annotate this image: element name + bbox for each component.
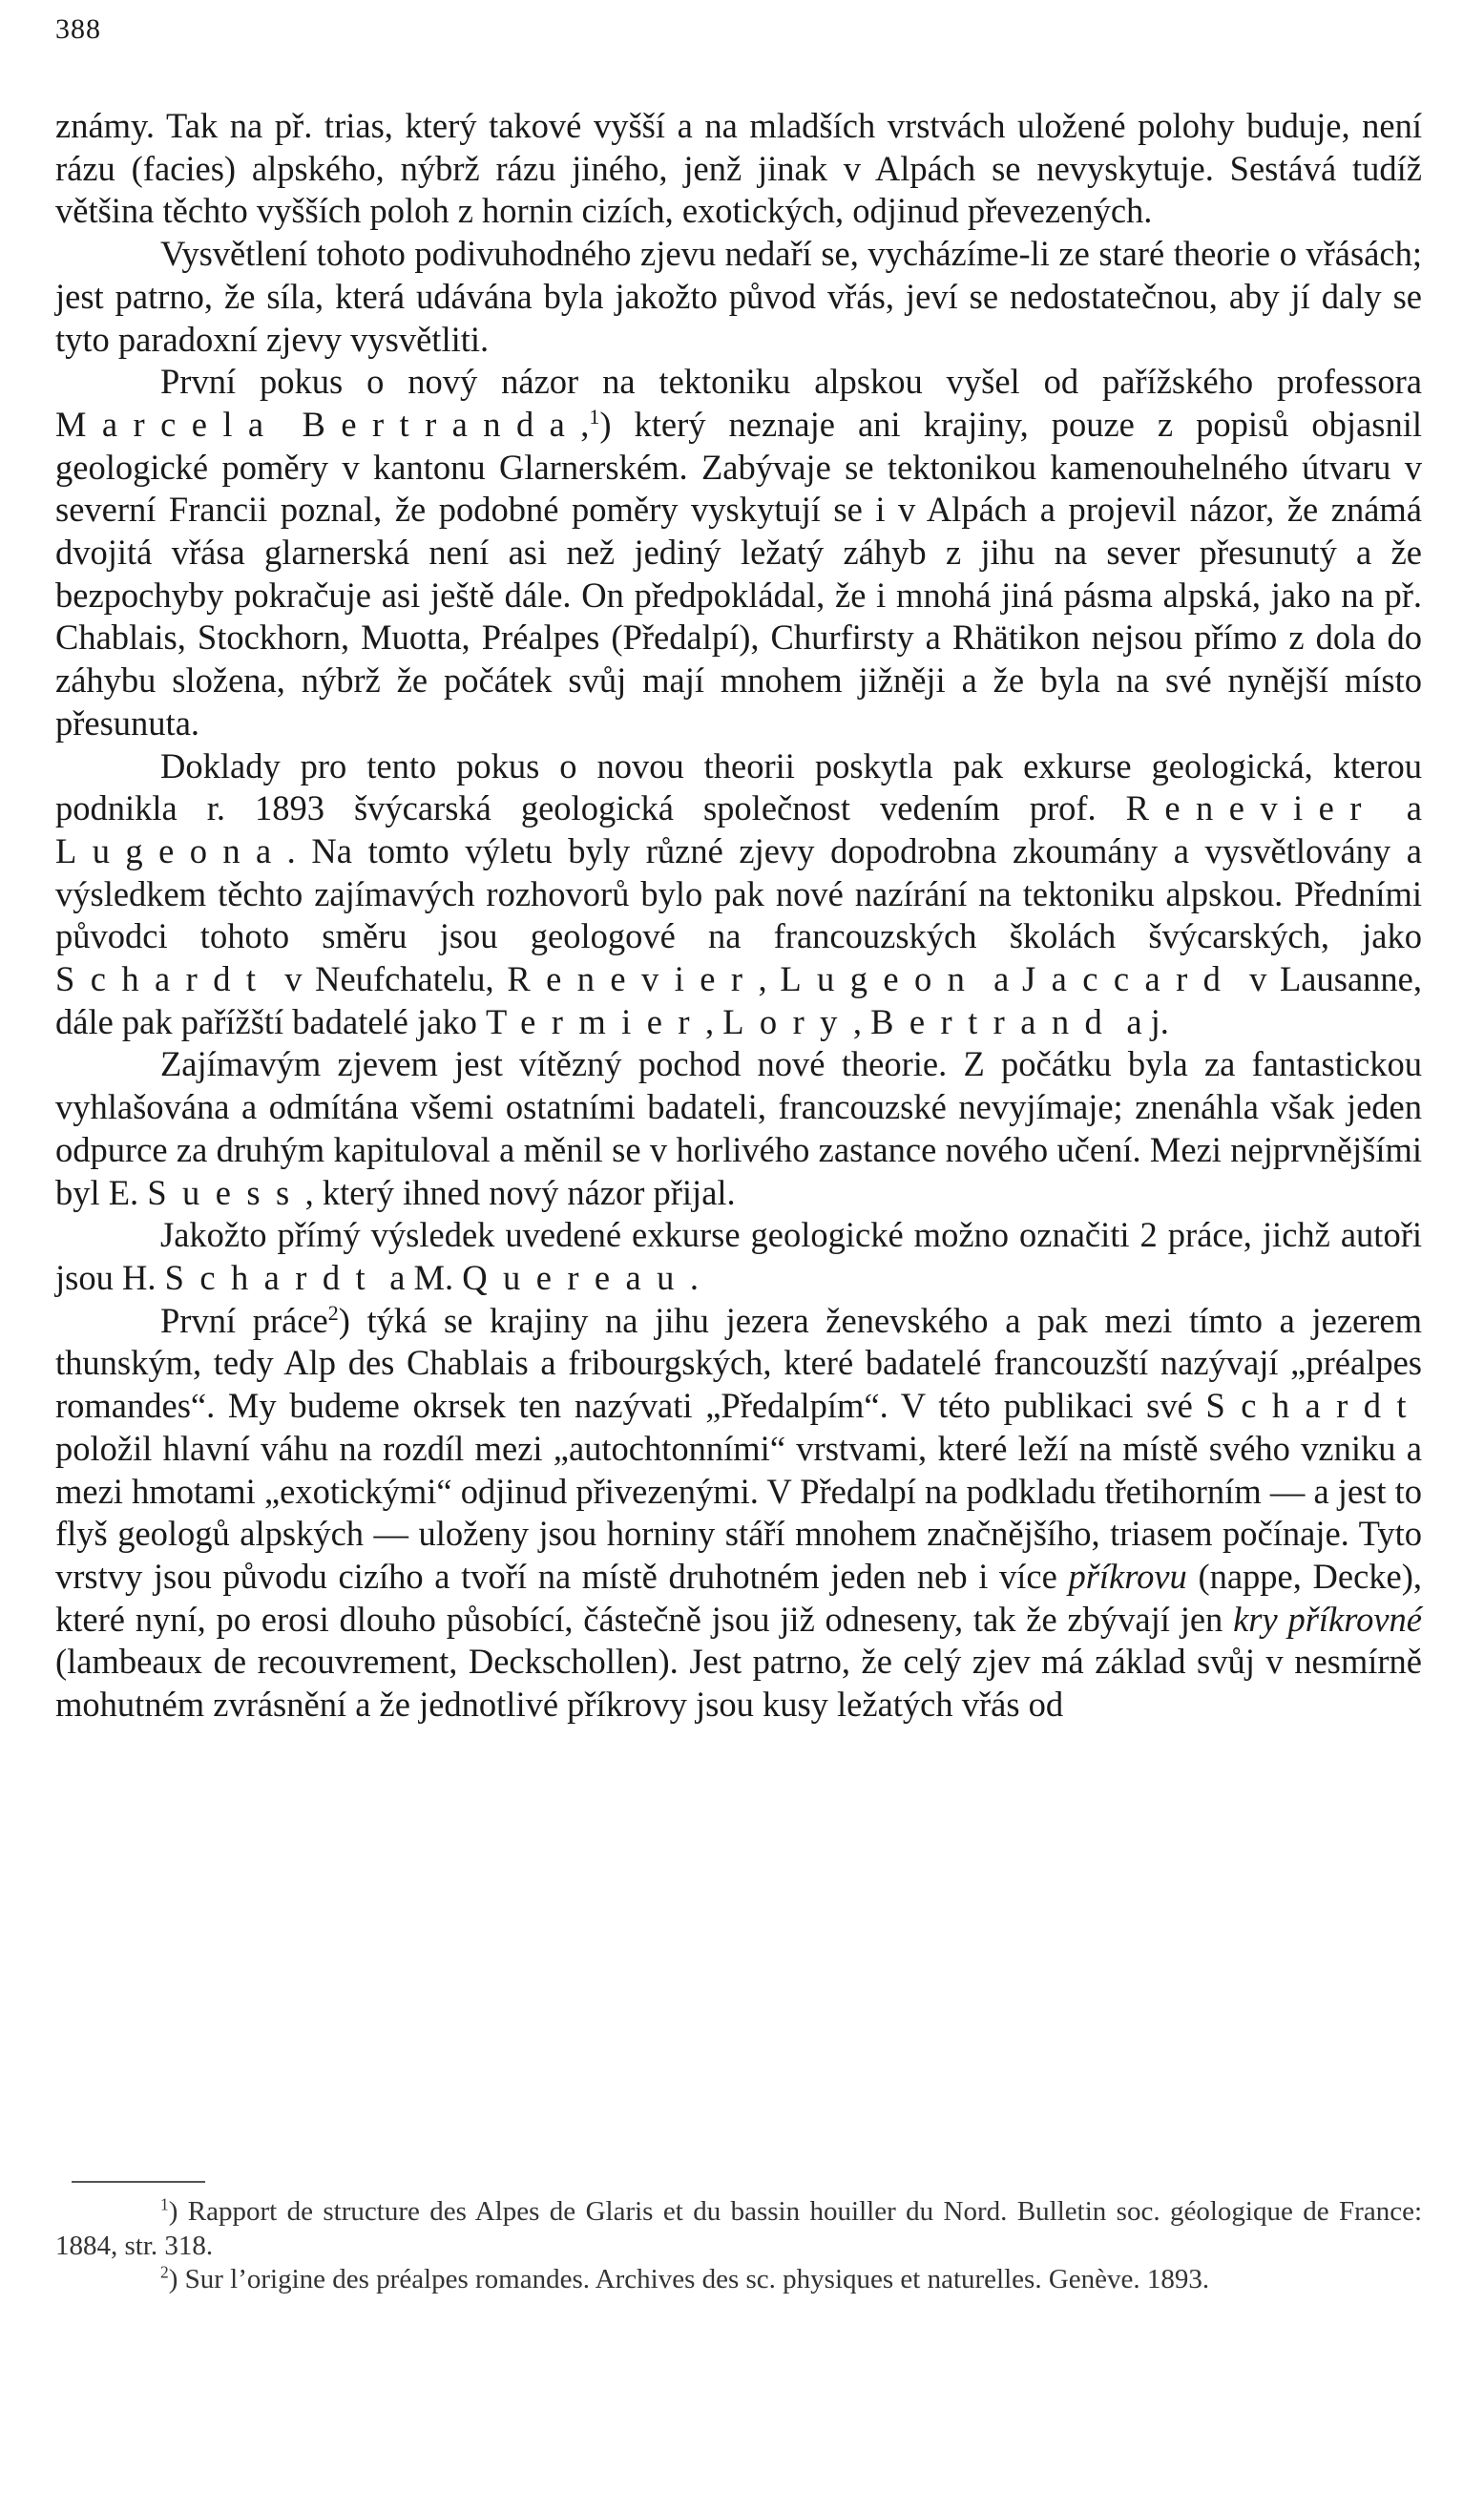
footnote-1 [55, 2195, 1422, 2263]
author-lugeon-2: Lugeon [780, 959, 981, 999]
paragraph-7-text: (lambeaux de recouvrement, Deckschollen). Jest patrno, že celý zjev má základ svůj v nesmírně mohutném zvrásnění a že jednotlivé příkrovy jsou kusy ležatých vřás od [55, 1642, 1422, 1725]
paragraph-7-intro: První práce [160, 1300, 328, 1340]
author-quereau: Quereau [462, 1257, 690, 1297]
paragraph-6-intro: Jakožto přímý výsledek uvedené exkurse geologické možno označiti 2 práce, jichž autoři jsou H. [55, 1215, 1422, 1297]
paragraph-5 [55, 1043, 1422, 1214]
author-lory: Lory [722, 1001, 853, 1041]
paragraph-7-text: položil hlavní váhu na rozdíl mezi „autochtonními“ vrstvami, které leží na místě svého vzniku a mezi hmotami „exotickými“ odjinud přivezenými. V Předalpí na podkladu třetihorním — a jest to flyš geologů alpských — uloženy jsou horniny stáří mnohem značnějšího, triasem počínaje. Tyto vrstvy jsou původu cizího a tvoří na místě druhotném jeden neb i více [55, 1428, 1422, 1596]
text-fragment: v Lausanne, dále pak pařížští badatelé jako [55, 959, 1422, 1041]
author-schardt: Schardt [55, 959, 272, 999]
paragraph-5-intro: Zajímavým zjevem jest vítězný pochod nové theorie. Z počátku byla za fantastickou vyhlašována a odmítána všemi ostatními badateli, francouzské nevyjímaje; znenáhla však jeden odpurce za druhým kapituloval a měnil se v horlivého zastance nového učení. Mezi nejprvnějšími byl E. [55, 1044, 1422, 1212]
footnote-mark-2: 2 [160, 2262, 169, 2282]
paragraph-3-rest: ) který neznaje ani krajiny, pouze z popisů objasnil geologické poměry v kantonu Glarnerském. Zabývaje se tektonikou kamenouhelného útvaru v severní Francii poznal, že podobné poměry vyskytují se i v Alpách a projevil názor, že známá dvojitá vřása glarnerská není asi než jediný ležatý záhyb z jihu na sever přesunutý a že bezpochyby pokračuje asi ještě dále. On předpokládal, že i mnohá jiná pásma alpská, jako na př. Chablais, Stockhorn, Muotta, Préalpes (Předalpí), Churfirsty a Rhätikon nejsou přímo z dola do záhybu složena, nýbrž že počátek svůj mají mnohem jižněji a že byla na své nynější místo přesunuta. [55, 404, 1423, 743]
paragraph-4-intro: Doklady pro tento pokus o novou theorii poskytla pak exkurse geologická, kterou podnikla r. 1893 švýcarská geologická společnost vedením prof. [55, 745, 1422, 828]
paragraph-6 [55, 1214, 1422, 1299]
paragraph-5-rest: , který ihned nový názor přijal. [304, 1172, 736, 1212]
author-schardt-3: Schardt [1205, 1386, 1422, 1426]
paragraph-3: První pokus o nový názor na tektoniku alpskou vyšel od pařížského professora Marcela Bertranda,$^1$) který neznaje ani krajiny, pouze z popisů objasnil geologické poměry v kantonu Glarnerském. Zabývaje se tektonikou kamenouhelného útvaru v severní Francii poznal, že podobné poměry vyskytují se i v Alpách a projevil názor, že známá dvojitá vřása glarnerská není asi než jediný ležatý záhyb z jihu na sever přesunutý a že bezpochyby pokračuje asi ještě dále. On předpokládal, že i mnohá jiná pásma alpská, jako na př. Chablais, Stockhorn, Muotta, Préalpes (Předalpí), Churfirsty a Rhätikon nejsou přímo z dola do záhybu složena, nýbrž že počátek svůj mají mnohem jižněji a že byla na své nynější místo přesunuta. [55, 362, 1423, 743]
footnote-ref-2: 2 [327, 1300, 339, 1325]
author-renevier-2: Renevier [507, 959, 759, 999]
footnote-1-text: ) Rapport de structure des Alpes de Glaris et du bassin houiller du Nord. Bulletin soc. géologique de France: 1884, str. 318. [55, 2196, 1422, 2261]
author-bertrand-2: Bertrand [870, 1001, 1118, 1041]
term-kry-prikrovne: kry příkrovné [1233, 1599, 1422, 1639]
author-bertrand: Bertranda [302, 404, 581, 444]
paragraph-4-mid: . Na tomto výletu byly různé zjevy dopodrobna zkoumány a vysvětlovány a výsledkem těchto zajímavých rozhovorů bylo pak nové nazírání na tektoniku alpskou. Předními původci tohoto směru jsou geologové na francouzských školách švýcarských, jako [55, 830, 1422, 956]
page-number: 388 [55, 13, 101, 45]
author-renevier: Renevier [1125, 788, 1377, 828]
footnote-ref-1: 1 [589, 404, 600, 429]
text-fragment: a [980, 959, 1022, 999]
text-fragment: , [852, 1001, 871, 1041]
body-text [55, 105, 1422, 1727]
author-jaccard: Jaccard [1021, 959, 1237, 999]
author-suess: Suess [147, 1172, 305, 1212]
footnote-divider [72, 2181, 205, 2183]
footnotes [55, 2195, 1422, 2297]
author-termier: Termier [485, 1001, 705, 1041]
text-fragment: a j. [1118, 1001, 1169, 1041]
paragraph-2: Vysvětlení tohoto podivuhodného zjevu nedaří se, vycházíme-li ze staré theorie o vřásách; jest patrno, že síla, která udávána byla jakožto původ vřás, jeví se nedostatečnou, aby jí daly se tyto paradoxní zjevy vysvětliti. [55, 234, 1422, 359]
text-fragment: v Neufchatelu, [271, 959, 508, 999]
text-fragment: . [689, 1257, 699, 1297]
text-fragment: a [1376, 788, 1422, 828]
author-lugeon: Lugeona [55, 830, 287, 870]
author-marcel: Marcela [55, 404, 280, 444]
text-fragment: , [704, 1001, 723, 1041]
paragraph-7-text: (nappe, Decke), které nyní, po erosi dlouho působící, částečně jsou již odneseny, tak že zbývají jen [55, 1556, 1422, 1639]
footnote-mark-1: 1 [160, 2194, 169, 2214]
footnote-2 [55, 2263, 1422, 2297]
paragraph-7-text: ) týká se krajiny na jihu jezera ženevského a pak mezi tímto a jezerem thunským, tedy Alp des Chablais a fribourgských, které badatelé francouzští nazývají „préalpes romandes“. My budeme okrsek ten nazývati „Předalpím“. V této publikaci své [55, 1300, 1422, 1426]
paragraph-4 [55, 745, 1422, 1044]
author-schardt-2: Schardt [164, 1257, 382, 1297]
paragraph-7 [55, 1300, 1422, 1727]
text-fragment: a M. [381, 1257, 463, 1297]
footnote-2-text: ) Sur l’origine des préalpes romandes. Archives des sc. physiques et naturelles. Genève. 1893. [168, 2264, 1210, 2294]
term-prikrov: příkrovu [1068, 1556, 1187, 1596]
paragraph-1: známy. Tak na př. trias, který takové vyšší a na mladších vrstvách uložené polohy buduje, není rázu (facies) alpského, nýbrž rázu jiného, jenž jinak v Alpách se nevyskytuje. Sestává tudíž většina těchto vyšších poloh z hornin cizích, exotických, odjinud převezených. [55, 106, 1422, 231]
paragraph-3-intro: První pokus o nový názor na tektoniku alpskou vyšel od pařížského professora [160, 362, 1422, 402]
text-fragment: , [758, 959, 781, 999]
